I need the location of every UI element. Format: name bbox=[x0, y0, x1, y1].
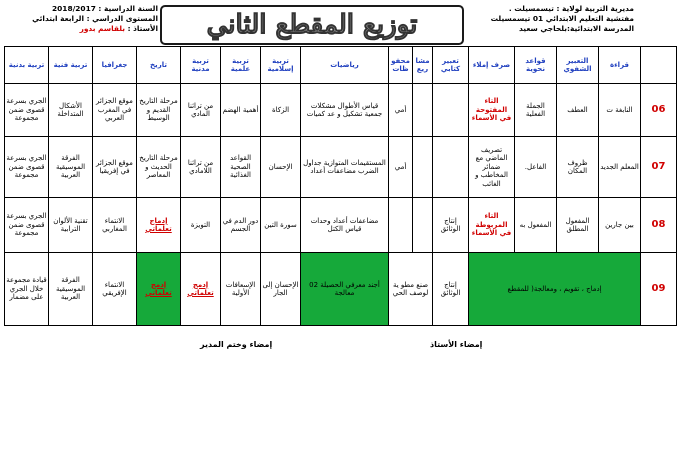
art-cell: الفرقة الموسيقية العربية bbox=[49, 137, 93, 198]
written-cell bbox=[433, 137, 469, 198]
pe-cell: الجري بسرعة قصوى ضمن مجموعة bbox=[5, 84, 49, 137]
geo-cell: موقع الجزائر في المغرب العربي bbox=[93, 84, 137, 137]
page-title: توزيع المقطع الثاني bbox=[206, 10, 418, 40]
school-info bbox=[464, 4, 634, 34]
civic-cell: من تراثنا المادي bbox=[181, 84, 221, 137]
header-grammar: قواعد نحوية bbox=[515, 47, 557, 84]
civic-cell: التويزة bbox=[181, 198, 221, 253]
grammar-cell: الجملة الفعلية bbox=[515, 84, 557, 137]
memorize-cell: أمي bbox=[389, 137, 413, 198]
header-memorize: محفوظات bbox=[389, 47, 413, 84]
header-geo: جغرافيا bbox=[93, 47, 137, 84]
reading-cell: بين جارين bbox=[599, 198, 641, 253]
project-cell bbox=[413, 84, 433, 137]
science-cell: القواعد الصحية الغذائية bbox=[221, 137, 261, 198]
table-row bbox=[5, 84, 677, 137]
science-cell: أهمية الهضم bbox=[221, 84, 261, 137]
civic-cell: إدمج تعلماتي bbox=[181, 253, 221, 326]
teacher-label: الأستاذ : bbox=[127, 24, 158, 33]
civic-cell: من تراثنا اللامادي bbox=[181, 137, 221, 198]
header-reading: قراءة bbox=[599, 47, 641, 84]
teacher-line bbox=[8, 24, 158, 34]
integration-cell: إدماج ، تقويم ، ومعالجة( للمقطع bbox=[469, 253, 641, 326]
directorate-line: مديرية التربية لولاية : تيسمسيلت . bbox=[508, 4, 634, 13]
islamic-cell: الإحسان إلى الجار bbox=[261, 253, 301, 326]
morph-cell: التاء المربوطة في الأسماء bbox=[469, 198, 515, 253]
project-cell: صنع مطو ية لوصف الحي bbox=[389, 253, 433, 326]
table-row bbox=[5, 198, 677, 253]
header-science: تربية علمية bbox=[221, 47, 261, 84]
geo-cell: موقع الجزائر في إفريقيا bbox=[93, 137, 137, 198]
geo-cell: الانتماء الإفريقي bbox=[93, 253, 137, 326]
written-cell bbox=[433, 84, 469, 137]
history-cell: إدماج تعلماتي bbox=[137, 198, 181, 253]
header-written: تعبير كتابي bbox=[433, 47, 469, 84]
title-banner bbox=[160, 5, 464, 45]
header-project: مشاريع bbox=[413, 47, 433, 84]
islamic-cell: سورة التين bbox=[261, 198, 301, 253]
header-civic: تربية مدنية bbox=[181, 47, 221, 84]
teacher-signature: إمضاء الأستاذ bbox=[430, 340, 483, 349]
memorize-cell: أمي bbox=[389, 84, 413, 137]
memorize-cell bbox=[389, 198, 413, 253]
math-cell: مضاعفات أعداد وحدات قياس الكتل bbox=[301, 198, 389, 253]
history-cell: مرحلة التاريخ القديم و الوسيط bbox=[137, 84, 181, 137]
pe-cell: قيادة مجموعة خلال الجري على مضمار bbox=[5, 253, 49, 326]
distribution-table bbox=[4, 46, 677, 326]
reading-cell: النابغة ت bbox=[599, 84, 641, 137]
table-row bbox=[5, 253, 677, 326]
art-cell: الفرقة الموسيقية العربية bbox=[49, 253, 93, 326]
art-cell: الأشكال المتداخلة bbox=[49, 84, 93, 137]
header-math: رياضيات bbox=[301, 47, 389, 84]
header-morph: صرف إملاء bbox=[469, 47, 515, 84]
reading-cell: المعلم الجديد bbox=[599, 137, 641, 198]
inspectorate-line: مفتشية التعليم الابتدائي 01 تيسمسيلت bbox=[490, 14, 634, 23]
header-history: تاريخ bbox=[137, 47, 181, 84]
week-number: 06 bbox=[641, 84, 677, 137]
art-cell: تقنية الألوان الترابية bbox=[49, 198, 93, 253]
pe-cell: الجري بسرعة قصوى ضمن مجموعة bbox=[5, 137, 49, 198]
history-cell: إدمج تعلماتي bbox=[137, 253, 181, 326]
pe-cell: الجري بسرعة قصوى ضمن مجموعة bbox=[5, 198, 49, 253]
math-cell: المستقيمات المتوازية جداول الضرب مضاعفات أعداد bbox=[301, 137, 389, 198]
islamic-cell: الزكاة bbox=[261, 84, 301, 137]
grammar-cell: المفعول به bbox=[515, 198, 557, 253]
header-pe: تربية بدنية bbox=[5, 47, 49, 84]
table-header-row bbox=[5, 47, 677, 84]
written-cell: إنتاج الوثائق bbox=[433, 253, 469, 326]
grammar-cell: الفاعل. bbox=[515, 137, 557, 198]
oral-cell: ظروف المكان bbox=[557, 137, 599, 198]
written-cell: إنتاج الوثائق bbox=[433, 198, 469, 253]
teacher-name: بلقاسم بدور bbox=[79, 24, 125, 33]
header-oral: التعبير الشفوي bbox=[557, 47, 599, 84]
morph-cell: التاء المفتوحة في الأسماء bbox=[469, 84, 515, 137]
level-line: المستوى الدراسي : الرابعة ابتدائي bbox=[32, 14, 158, 23]
project-cell bbox=[413, 137, 433, 198]
header-islamic: تربية إسلامية bbox=[261, 47, 301, 84]
history-cell: مرحلة التاريخ الحديث و المعاصر bbox=[137, 137, 181, 198]
geo-cell: الانتماء المغاربي bbox=[93, 198, 137, 253]
islamic-cell: الإحسان bbox=[261, 137, 301, 198]
year-info bbox=[8, 4, 158, 34]
math-cell: أجند معرفي الحصيلة 02 معالجة bbox=[301, 253, 389, 326]
project-cell bbox=[413, 198, 433, 253]
header-week bbox=[641, 47, 677, 84]
oral-cell: العطف bbox=[557, 84, 599, 137]
morph-cell: تصريف الماضي مع ضمائر المخاطب و الغائب bbox=[469, 137, 515, 198]
oral-cell: المفعول المطلق bbox=[557, 198, 599, 253]
school-line: المدرسة الابتدائية:بلحاجي سعيد bbox=[519, 24, 634, 33]
header-art: تربية فنية bbox=[49, 47, 93, 84]
week-number: 08 bbox=[641, 198, 677, 253]
science-cell: الإسعافات الأولية bbox=[221, 253, 261, 326]
math-cell: قياس الأطوال مشكلات جمعية تشكيل و عد كميات bbox=[301, 84, 389, 137]
school-year-line: السنة الدراسية : 2018/2017 bbox=[52, 4, 158, 13]
director-signature: إمضاء وختم المدير bbox=[200, 340, 273, 349]
week-number: 07 bbox=[641, 137, 677, 198]
table-row bbox=[5, 137, 677, 198]
week-number: 09 bbox=[641, 253, 677, 326]
science-cell: دور الدم في الجسم bbox=[221, 198, 261, 253]
